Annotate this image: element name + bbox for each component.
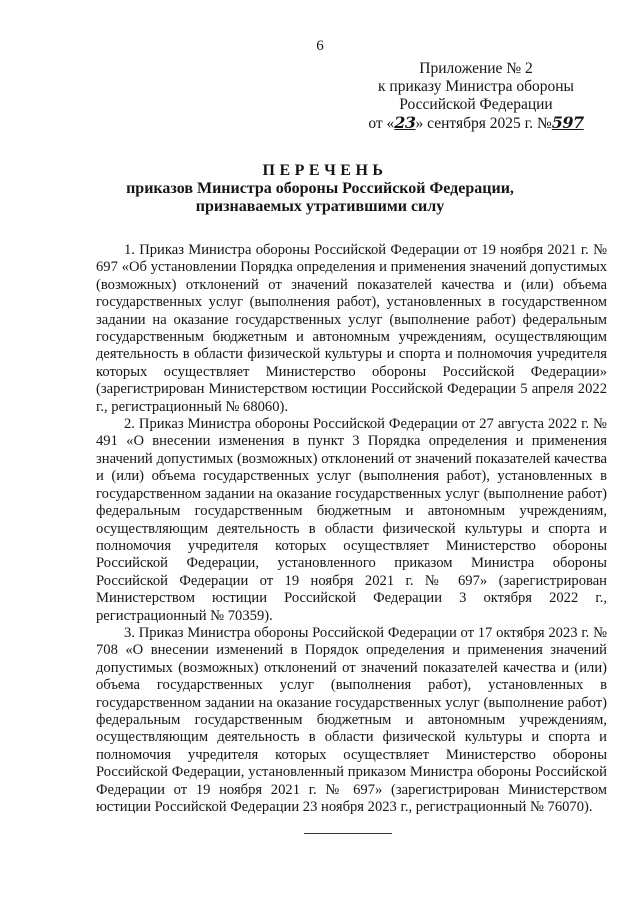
document-body [96, 242, 607, 816]
title-subtitle-line-2: признаваемых утратившими силу [195, 198, 445, 215]
page-number: 6 [316, 38, 324, 54]
date-prefix: от « [368, 115, 395, 132]
list-item-3: 3. Приказ Министра обороны Российской Федерации от 17 октября 2023 г. № 708 «О внесении изменений в Порядок определения и применения значений допустимых (возможных) отклонений от значений показателей качества и (или) объема государственных услуг (выполнения работ), установленных в государственном задании на оказание государственных услуг (выполнение работ) федеральным государственным бюджетным и автономным учреждениям, осуществляющим деятельность в области физической культуры и спорта и полномочия учредителя которых осуществляет Министерство обороны Российской Федерации, установленный приказом Министра обороны Российской Федерации от 19 ноября 2021 г. № 697» (зарегистрирован Министерством юстиции Российской Федерации 23 ноября 2023 г., регистрационный № 76070). [96, 624, 607, 815]
appendix-date-line [346, 114, 606, 133]
appendix-line-2: к приказу Министра обороны [378, 78, 574, 95]
handwritten-order-number: 597 [551, 113, 584, 132]
handwritten-day: 23 [394, 113, 416, 132]
appendix-header [346, 60, 606, 133]
list-item-2: 2. Приказ Министра обороны Российской Федерации от 27 августа 2022 г. № 491 «О внесении изменения в пункт 3 Порядка определения и применения значений допустимых (возможных) отклонений от значений показателей качества и (или) объема государственных услуг (выполнения работ), установленных в государственном задании на оказание государственных услуг (выполнение работ) федеральным государственным бюджетным и автономным учреждениям, осуществляющим деятельность в области физической культуры и спорта и полномочия учредителя которых осуществляет Министерство обороны Российской Федерации, установленного приказом Министра обороны Российской Федерации от 19 ноября 2021 г. № 697» (зарегистрирован Министерством юстиции Российской Федерации 3 октября 2022 г., регистрационный № 70359). [96, 416, 607, 624]
title-heading: ПЕРЕЧЕНЬ [262, 162, 388, 179]
appendix-line-1: Приложение № 2 [419, 60, 533, 77]
list-item-1: 1. Приказ Министра обороны Российской Федерации от 19 ноября 2021 г. № 697 «Об установлении Порядка определения и применения значений допустимых (возможных) отклонений от значений показателей качества и (или) объема государственных услуг (выполнения работ), установленных в государственном задании на оказание государственных услуг (выполнение работ) федеральным государственным бюджетным и автономным учреждениям, осуществляющим деятельность в области физической культуры и спорта и полномочия учредителя которых осуществляет Министерство обороны Российской Федерации» (зарегистрирован Министерством юстиции Российской Федерации 5 апреля 2022 г., регистрационный № 68060). [96, 242, 607, 415]
title-subtitle-line-1: приказов Министра обороны Российской Федерации, [126, 180, 514, 197]
footer-divider [304, 833, 392, 834]
date-middle: » сентября 2025 г. № [415, 115, 552, 132]
appendix-line-3: Российской Федерации [399, 96, 553, 113]
document-title [0, 162, 640, 216]
